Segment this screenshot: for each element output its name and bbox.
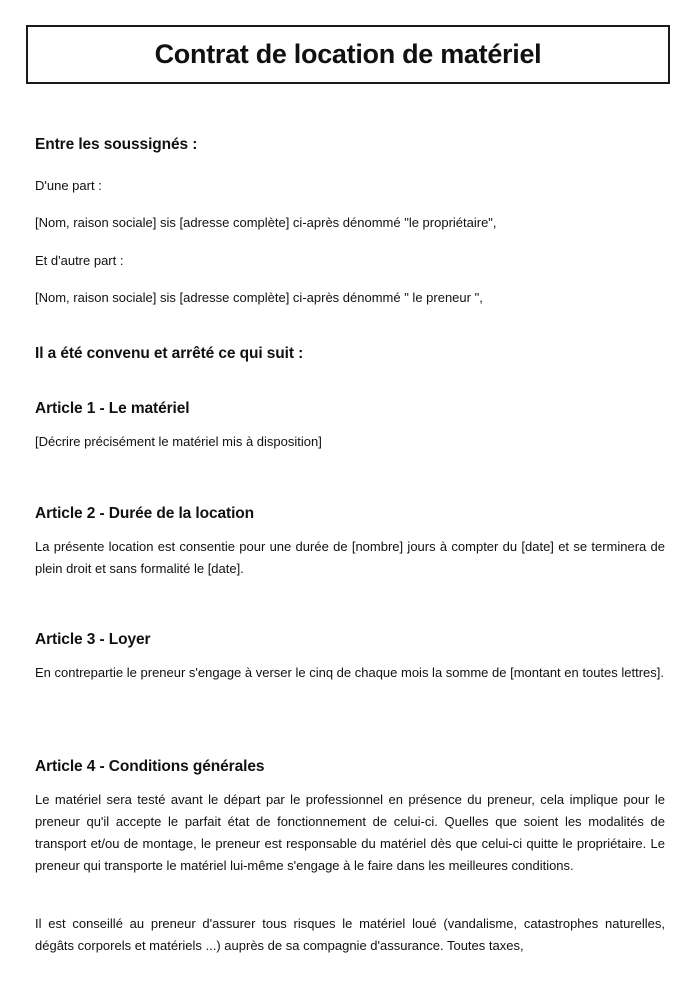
first-party-text: [Nom, raison sociale] sis [adresse complète] ci-après dénommé "le propriétaire", [35,215,497,230]
second-party-label: Et d'autre part : [35,253,124,268]
document-title-box [26,25,670,84]
article-1-title: Article 1 - Le matériel [35,400,190,417]
article-4-title: Article 4 - Conditions générales [35,758,265,775]
article-1-paragraph: [Décrire précisément le matériel mis à disposition] [35,434,322,449]
second-party-text: [Nom, raison sociale] sis [adresse complète] ci-après dénommé " le preneur ", [35,290,483,305]
article-2-paragraph: La présente location est consentie pour une durée de [nombre] jours à compter du [date] et se terminera de plein droit et sans formalité le [date]. [35,539,665,576]
article-2-title: Article 2 - Durée de la location [35,505,255,522]
article-3-title: Article 3 - Loyer [35,631,151,648]
article-3-paragraph: En contrepartie le preneur s'engage à verser le cinq de chaque mois la somme de [montant en toutes lettres]. [35,665,665,680]
document-title: Contrat de location de matériel [154,39,542,69]
first-party-label: D'une part : [35,178,102,193]
article-4-paragraph-1: Le matériel sera testé avant le départ par le professionnel en présence du preneur, cela implique pour le preneur qu'il accepte le parfait état de fonctionnement de celui-ci. Quelles que soient les modalités de transport et/ou de montage, le preneur est responsable du matériel dès que celui-ci quitte le propriétaire. Le preneur qui transporte le matériel lui-même s'engage à le faire dans les meilleures conditions. [35,792,665,873]
agreement-heading: Il a été convenu et arrêté ce qui suit : [35,345,304,362]
article-4-paragraph-2: Il est conseillé au preneur d'assurer tous risques le matériel loué (vandalisme, catastrophes naturelles, dégâts corporels et matériels ...) auprès de sa compagnie d'assurance. Toutes taxes, [35,916,665,953]
parties-heading: Entre les soussignés : [35,136,198,153]
